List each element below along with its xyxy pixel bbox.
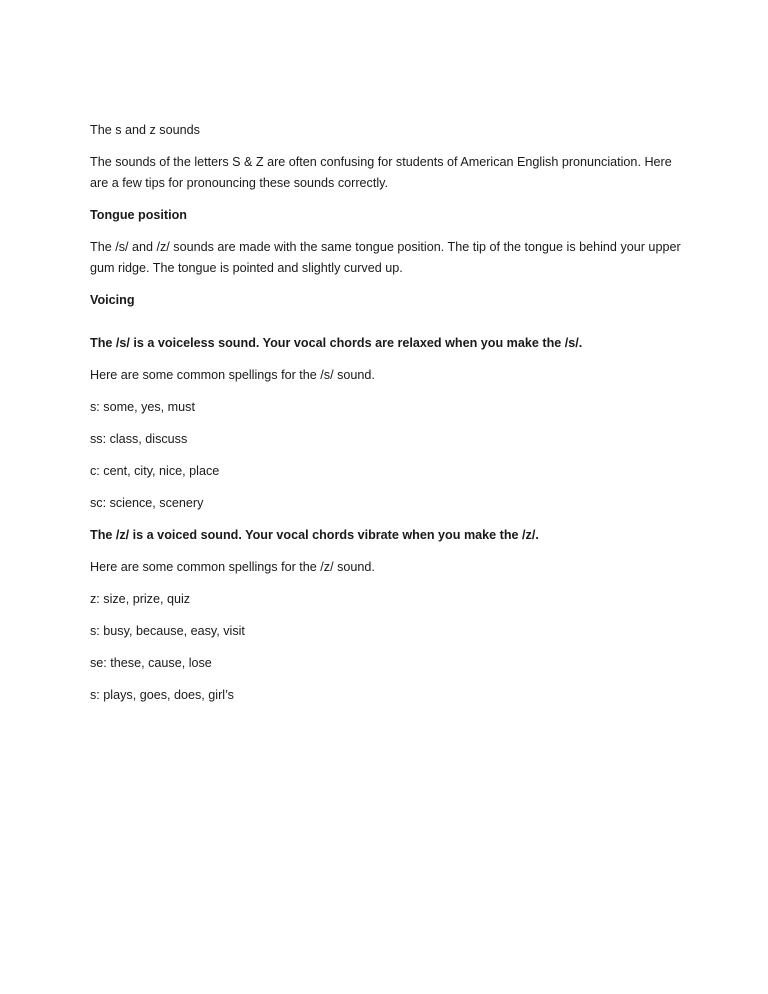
- s-spelling-item: ss: class, discuss: [90, 432, 188, 446]
- s-spelling-item: s: some, yes, must: [90, 400, 195, 414]
- document-title: The s and z sounds: [90, 123, 200, 137]
- tongue-position-heading: Tongue position: [90, 208, 187, 222]
- intro-paragraph: The sounds of the letters S & Z are often confusing for students of American English pronunciation. Here are a few tips for pronouncing these sounds correctly.: [90, 155, 672, 190]
- z-spelling-item: se: these, cause, lose: [90, 656, 212, 670]
- s-spelling-item: c: cent, city, nice, place: [90, 464, 220, 478]
- z-spellings-intro: Here are some common spellings for the /z/ sound.: [90, 560, 375, 574]
- document-page: [90, 120, 690, 717]
- voicing-heading: Voicing: [90, 293, 135, 307]
- z-spelling-item: s: plays, goes, does, girl’s: [90, 688, 234, 702]
- tongue-position-paragraph: The /s/ and /z/ sounds are made with the same tongue position. The tip of the tongue is behind your upper gum ridge. The tongue is pointed and slightly curved up.: [90, 240, 681, 275]
- z-spelling-item: s: busy, because, easy, visit: [90, 624, 245, 638]
- s-spelling-item: sc: science, scenery: [90, 496, 204, 510]
- z-spelling-item: z: size, prize, quiz: [90, 592, 191, 606]
- s-spellings-intro: Here are some common spellings for the /s/ sound.: [90, 368, 375, 382]
- s-voiceless-statement: The /s/ is a voiceless sound. Your vocal chords are relaxed when you make the /s/.: [90, 336, 583, 350]
- z-voiced-statement: The /z/ is a voiced sound. Your vocal chords vibrate when you make the /z/.: [90, 528, 539, 542]
